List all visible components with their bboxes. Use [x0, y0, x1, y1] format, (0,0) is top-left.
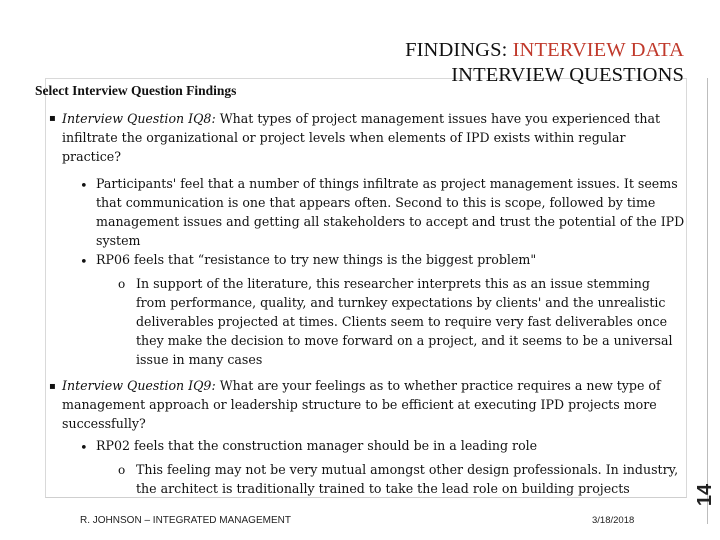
- dot-bullet-icon: •: [80, 255, 88, 270]
- square-bullet-icon: ▪: [49, 113, 56, 124]
- dot-bullet-icon: •: [80, 441, 88, 456]
- iq8-finding-1: Participants' feel that a number of things infiltrate as project management issues. It seems that communication is one that appears often. Second to this is scope, followed by time management issues and getting all stakeholders to accept and trust the potential of the IPD system: [96, 176, 685, 248]
- iq9-finding-1-detail: This feeling may not be very mutual amongst other design professionals. In industry, the architect is traditionally trained to take the lead role on building projects: [136, 462, 679, 496]
- title-prefix: FINDINGS:: [405, 39, 513, 61]
- iq8-finding-2-detail: In support of the literature, this researcher interprets this as an issue stemming from performance, quality, and turnkey expectations by clients' and the unrealistic deliverables projected at times. Clients seem to require very fast deliverables once they make the decision to move forward on a project, and it seems to be a universal issue in many cases: [136, 276, 673, 367]
- slide-title: [405, 38, 684, 88]
- iq8-label: Interview Question IQ8:: [62, 111, 216, 126]
- footer-author: R. JOHNSON – INTEGRATED MANAGEMENT: [80, 515, 291, 526]
- page-number: 14: [693, 483, 716, 507]
- question-iq8: [62, 109, 682, 166]
- title-accent: INTERVIEW DATA: [512, 39, 684, 61]
- question-iq9: [62, 376, 682, 433]
- square-bullet-icon: ▪: [49, 381, 56, 392]
- circle-bullet-icon: o: [118, 277, 126, 291]
- iq8-finding-2: RP06 feels that “resistance to try new things is the biggest problem": [96, 252, 537, 267]
- iq9-label: Interview Question IQ9:: [62, 378, 216, 393]
- dot-bullet-icon: •: [80, 179, 88, 194]
- title-line2: INTERVIEW QUESTIONS: [451, 64, 684, 86]
- iq9-finding-1: RP02 feels that the construction manager should be in a leading role: [96, 438, 538, 453]
- iq9-text: What are your feelings as to whether practice requires a new type of management approach or leadership structure to be efficient at executing IPD projects more successfully?: [62, 378, 661, 431]
- slide-subtitle: Select Interview Question Findings: [35, 83, 237, 98]
- side-rule: [707, 78, 708, 524]
- circle-bullet-icon: o: [118, 463, 126, 477]
- footer-date: 3/18/2018: [592, 515, 635, 526]
- iq8-text: What types of project management issues have you experienced that infiltrate the organizational or project levels when elements of IPD exists within regular practice?: [62, 111, 661, 164]
